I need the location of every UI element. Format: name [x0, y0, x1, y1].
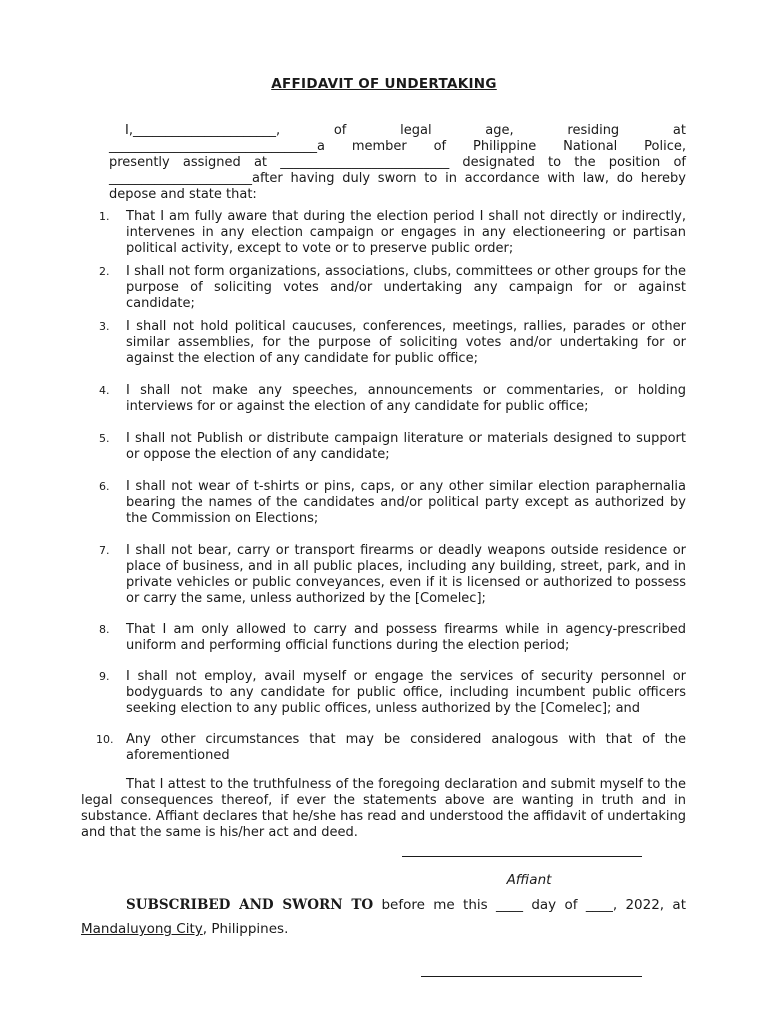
- list-item: [99, 319, 686, 367]
- list-item-text: That I am only allowed to carry and possess firearms while in agency-prescribed uniform and performing official functions during the election period;: [126, 622, 686, 653]
- list-item: [99, 622, 686, 654]
- list-item-text: I shall not form organizations, associations, clubs, committees or other groups for the purpose of soliciting votes and/or undertaking any campaign for or against candidate;: [126, 264, 686, 311]
- notary-signature-line: [421, 976, 642, 977]
- list-item-text: Any other circumstances that may be considered analogous with that of the aforementioned: [126, 732, 686, 763]
- jurat-country: , Philippines.: [202, 921, 289, 937]
- intro-paragraph: [109, 123, 686, 203]
- list-item: [99, 543, 686, 607]
- list-item-text: I shall not hold political caucuses, conferences, meetings, rallies, parades or other similar assemblies, for the purpose of soliciting votes and/or undertaking for or against the election of any candidate for public office;: [126, 319, 686, 366]
- list-item: [99, 669, 686, 717]
- list-item-text: I shall not wear of t-shirts or pins, caps, or any other similar election paraphernalia bearing the names of the candidates and/or political party except as authorized by the Commission on Elections;: [126, 479, 686, 526]
- list-item-text: That I am fully aware that during the election period I shall not directly or indirectly, intervenes in any election campaign or engages in any electioneering or partisan political activity, except to vote or to preserve public order;: [126, 209, 686, 256]
- list-item-text: I shall not Publish or distribute campaign literature or materials designed to support or oppose the election of any candidate;: [126, 431, 686, 462]
- list-item: [99, 431, 686, 463]
- list-item: [99, 383, 686, 415]
- intro-line-5: depose and state that:: [109, 187, 257, 202]
- list-item-number: 3.: [99, 320, 110, 333]
- list-item: [99, 264, 686, 312]
- list-item-number: 1.: [99, 210, 110, 223]
- closing-paragraph: That I attest to the truthfulness of the foregoing declaration and submit myself to the legal consequences thereof, if ever the statements above are wanting in truth and in substance. Affiant declares that he/she has read and understood the affidavit of undertaking and that the same is his/her act and deed.: [81, 777, 686, 840]
- list-item: [96, 732, 686, 764]
- list-item: [99, 479, 686, 527]
- list-item: [99, 209, 686, 257]
- intro-line-4: ______________________after having duly sworn to in accordance with law, do hereby: [109, 171, 686, 186]
- intro-line-2: ________________________________a member of Philippine National Police,: [109, 139, 686, 154]
- affiant-signature-line: [402, 856, 642, 857]
- list-item-number: 8.: [99, 623, 110, 636]
- list-item-text: I shall not employ, avail myself or engage the services of security personnel or bodyguards to any candidate for public office, including incumbent public officers seeking election to any public offices, unless authorized by the [Comelec]; and: [126, 669, 686, 716]
- intro-line-1: I,______________________, of legal age, residing at: [125, 123, 686, 138]
- list-item-number: 9.: [99, 670, 110, 683]
- list-item-number: 5.: [99, 432, 110, 445]
- jurat-line: [81, 896, 686, 914]
- document-title: AFFIDAVIT OF UNDERTAKING: [271, 76, 497, 92]
- jurat-city: Mandaluyong City: [81, 921, 203, 937]
- list-item-number: 4.: [99, 384, 110, 397]
- list-item-number: 7.: [99, 544, 110, 557]
- list-item-number: 6.: [99, 480, 110, 493]
- jurat-heading: SUBSCRIBED AND SWORN TO: [126, 897, 374, 913]
- list-item-number: 10.: [96, 733, 114, 746]
- jurat-text: before me this ____ day of ____, 2022, at: [373, 897, 686, 913]
- intro-line-3: presently assigned at __________________________ designated to the position of: [109, 155, 686, 170]
- jurat-place: [81, 920, 288, 938]
- list-item-text: I shall not bear, carry or transport firearms or deadly weapons outside residence or place of business, and in all public places, including any building, street, park, and in private vehicles or public conveyances, even if it is licensed or authorized to possess or carry the same, unless authorized by the [Comelec];: [126, 543, 686, 606]
- list-item-text: I shall not make any speeches, announcements or commentaries, or holding interviews for or against the election of any candidate for public office;: [126, 383, 686, 414]
- list-item-number: 2.: [99, 265, 110, 278]
- undertaking-list: [96, 209, 686, 764]
- affiant-label: Affiant: [506, 872, 552, 888]
